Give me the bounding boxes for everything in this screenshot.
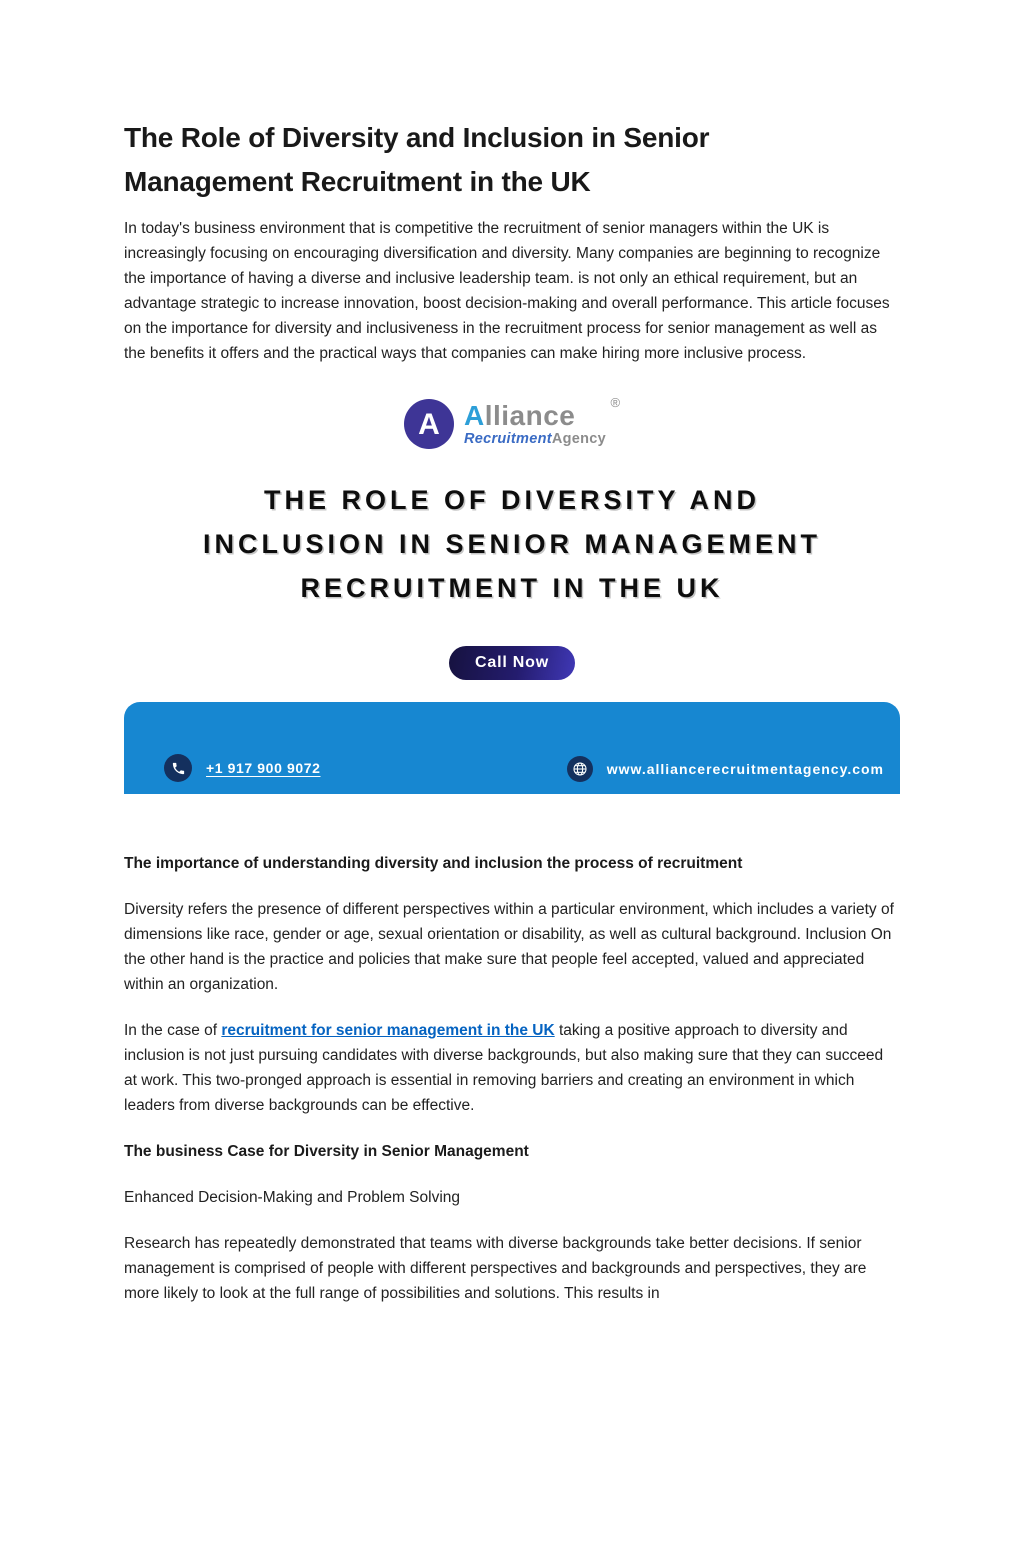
- logo-brand-first-letter: A: [463, 399, 485, 431]
- page-title-line-2: Management Recruitment in the UK: [124, 166, 591, 197]
- globe-icon: [567, 756, 593, 782]
- logo-monogram-icon: A: [404, 399, 454, 449]
- website-contact[interactable]: [567, 756, 884, 782]
- logo-brand-rest: lliance: [484, 399, 576, 431]
- registered-trademark-icon: ®: [610, 394, 621, 410]
- section-heading-business-case: The business Case for Diversity in Senior Management: [124, 1143, 529, 1160]
- section-heading-importance: The importance of understanding diversity and inclusion the process of recruitment: [124, 855, 743, 872]
- phone-number[interactable]: +1 917 900 9072: [206, 760, 321, 776]
- banner-headline-line-3: RECRUITMENT IN THE UK: [300, 573, 724, 603]
- phone-contact[interactable]: [164, 754, 321, 782]
- page-title-line-1: The Role of Diversity and Inclusion in Senior: [124, 122, 710, 153]
- banner-headline-line-2: INCLUSION IN SENIOR MANAGEMENT: [202, 529, 821, 559]
- document-page: [124, 116, 900, 1306]
- website-url[interactable]: www.alliancerecruitmentagency.com: [606, 761, 884, 777]
- banner-headline: [124, 478, 900, 610]
- paragraph-research: Research has repeatedly demonstrated that teams with diverse backgrounds take better decisions. If senior management is comprised of people with different perspectives and backgrounds and perspectives, they are more likely to look at the full range of possibilities and solutions. This results in: [124, 1235, 867, 1302]
- paragraph-diversity-definition: Diversity refers the presence of different perspectives within a particular environment, which includes a variety of dimensions like race, gender or age, sexual orientation or disability, as well as cultural background. Inclusion On the other hand is the practice and policies that make sure that people feel accepted, valued and appreciated within an organization.: [124, 901, 894, 993]
- paragraph-recruitment-link: In the case of recruitment for senior management in the UK taking a positive approach to diversity and inclusion is not just pursuing candidates with diverse backgrounds, but also making sure that they can succeed at work. This two-pronged approach is essential in removing barriers and creating an environment in which leaders from diverse backgrounds can be effective.: [124, 1022, 884, 1114]
- promo-banner: [124, 396, 900, 794]
- banner-headline-line-1: THE ROLE OF DIVERSITY AND: [263, 485, 761, 515]
- company-logo: [124, 396, 900, 452]
- intro-paragraph: In today's business environment that is competitive the recruitment of senior managers within the UK is increasingly focusing on encouraging diversification and diversity. Many companies are beginning to recognize the importance of having a diverse and inclusive leadership team. is not only an ethical requirement, but an advantage strategic to increase innovation, boost decision-making and overall performance. This article focuses on the importance for diversity and inclusiveness in the recruitment process for senior management as well as the benefits it offers and the practical ways that companies can make hiring more inclusive process.: [124, 220, 890, 362]
- logo-subtitle: RecruitmentAgency: [463, 430, 607, 447]
- call-now-button[interactable]: Call Now: [449, 646, 575, 680]
- contact-bar: [124, 702, 900, 794]
- phone-icon: [164, 754, 192, 782]
- logo-brand-name: [463, 399, 606, 431]
- page-title: [124, 116, 900, 204]
- recruitment-hyperlink[interactable]: recruitment for senior management in the UK: [221, 1022, 555, 1039]
- subheading-decision-making: Enhanced Decision-Making and Problem Solving: [124, 1189, 461, 1206]
